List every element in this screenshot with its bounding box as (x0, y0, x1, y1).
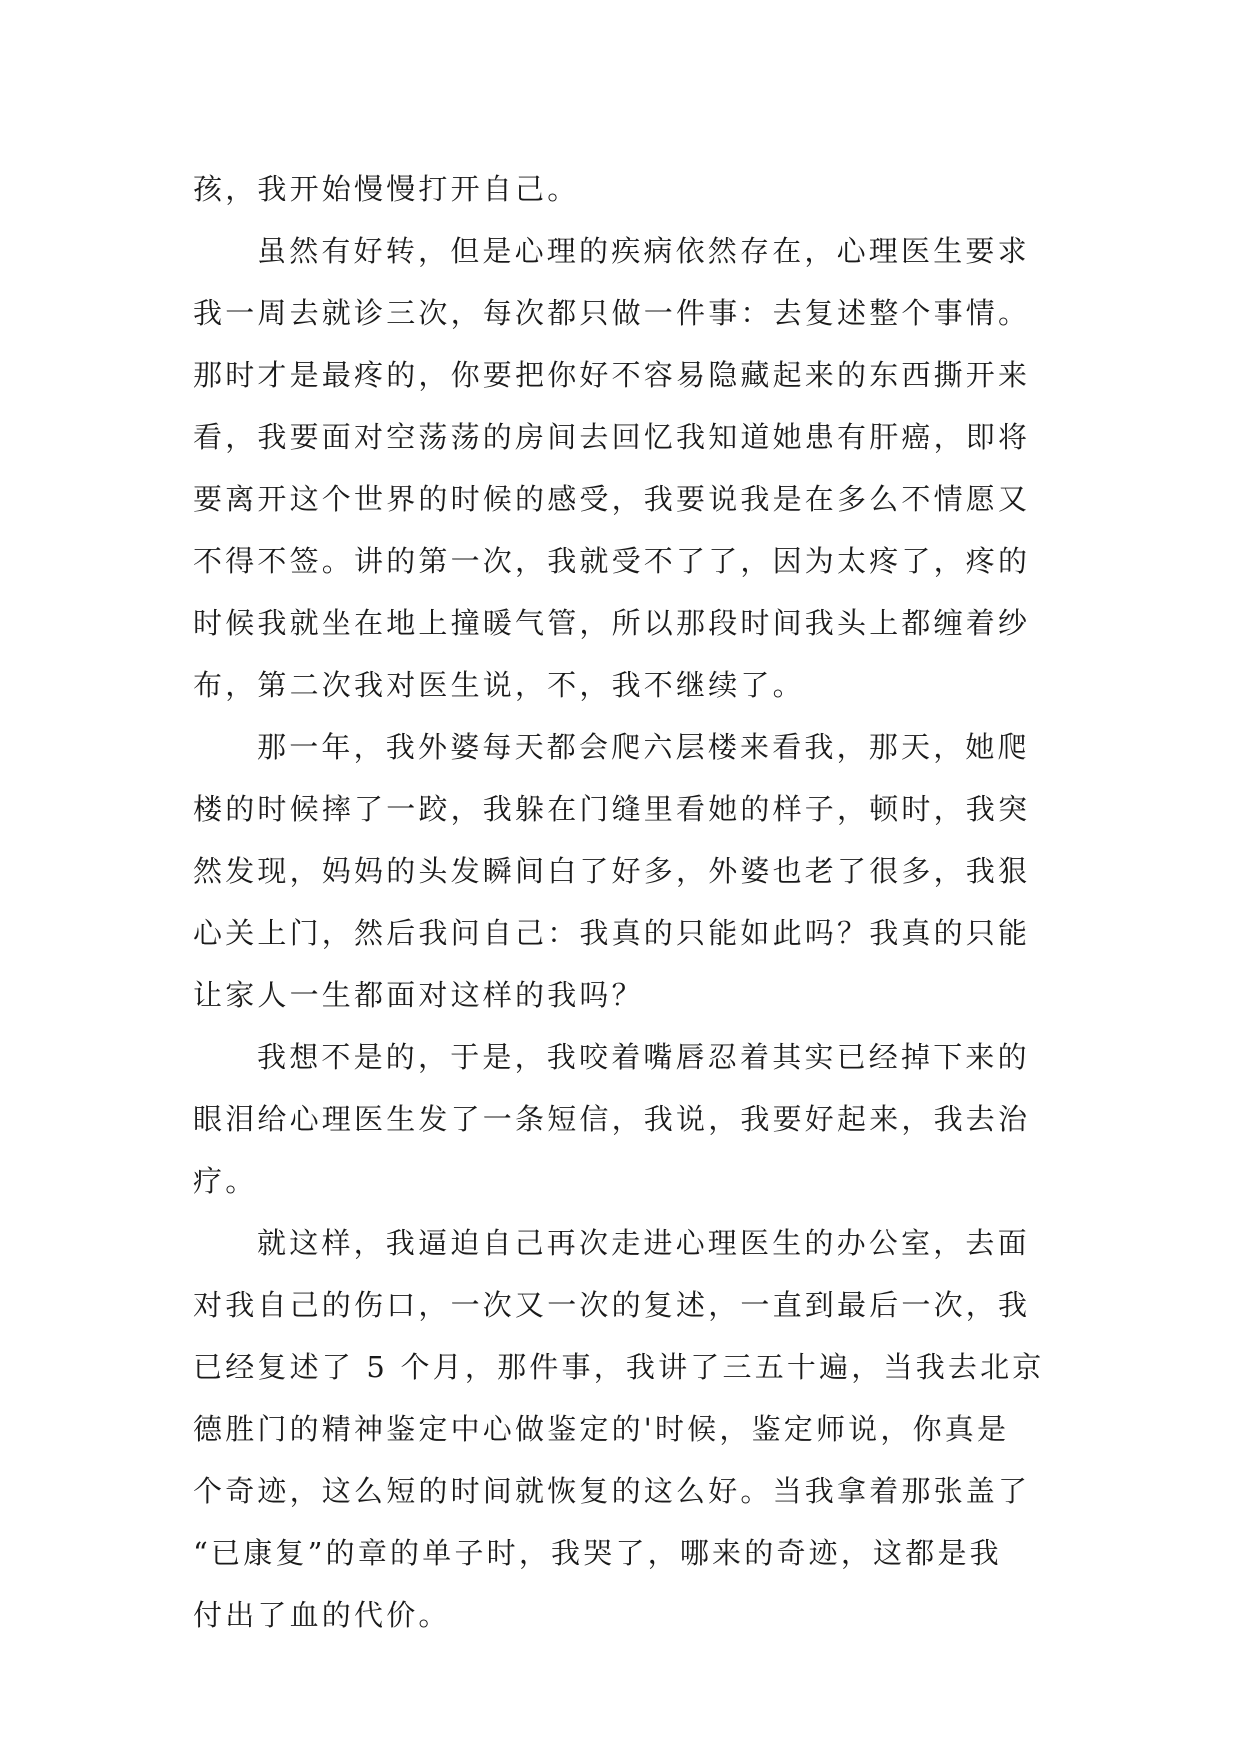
text-line: 心关上门，然后我问自己：我真的只能如此吗？我真的只能 (193, 916, 1031, 950)
text-line: 让家人一生都面对这样的我吗？ (193, 978, 644, 1012)
text-line: 然发现，妈妈的头发瞬间白了好多，外婆也老了很多，我狠 (193, 854, 1031, 888)
paragraph-first-line: 那一年，我外婆每天都会爬六层楼来看我，那天，她爬 (257, 730, 1030, 764)
text-line: 那时才是最疼的，你要把你好不容易隐藏起来的东西撕开来 (193, 358, 1031, 392)
text-line: 眼泪给心理医生发了一条短信，我说，我要好起来，我去治 (193, 1102, 1031, 1136)
text-line: 布，第二次我对医生说，不，我不继续了。 (193, 668, 805, 702)
text-line: 对我自己的伤口，一次又一次的复述，一直到最后一次，我 (193, 1288, 1031, 1322)
text-line: 个奇迹，这么短的时间就恢复的这么好。当我拿着那张盖了 (193, 1474, 1031, 1508)
text-line: “已康复”的章的单子时，我哭了，哪来的奇迹，这都是我 (193, 1536, 1002, 1570)
body-text (193, 158, 1073, 1646)
text-line: 看，我要面对空荡荡的房间去回忆我知道她患有肝癌，即将 (193, 420, 1031, 454)
paragraph-first-line: 虽然有好转，但是心理的疾病依然存在，心理医生要求 (257, 234, 1030, 268)
text-line: 孩，我开始慢慢打开自己。 (193, 172, 580, 206)
text-line: 要离开这个世界的时候的感受，我要说我是在多么不情愿又 (193, 482, 1031, 516)
text-line: 不得不签。讲的第一次，我就受不了了，因为太疼了，疼的 (193, 544, 1031, 578)
text-line: 疗。 (193, 1164, 258, 1198)
text-line: 付出了血的代价。 (193, 1598, 451, 1632)
text-line: 已经复述了 5 个月，那件事，我讲了三五十遍，当我去北京 (193, 1350, 1045, 1384)
paragraph-first-line: 就这样，我逼迫自己再次走进心理医生的办公室，去面 (257, 1226, 1030, 1260)
text-line: 我一周去就诊三次，每次都只做一件事：去复述整个事情。 (193, 296, 1031, 330)
text-line: 德胜门的精神鉴定中心做鉴定的'时候，鉴定师说，你真是 (193, 1412, 1010, 1446)
text-line: 楼的时候摔了一跤，我躲在门缝里看她的样子，顿时，我突 (193, 792, 1031, 826)
text-line: 时候我就坐在地上撞暖气管，所以那段时间我头上都缠着纱 (193, 606, 1031, 640)
paragraph-first-line: 我想不是的，于是，我咬着嘴唇忍着其实已经掉下来的 (257, 1040, 1030, 1074)
